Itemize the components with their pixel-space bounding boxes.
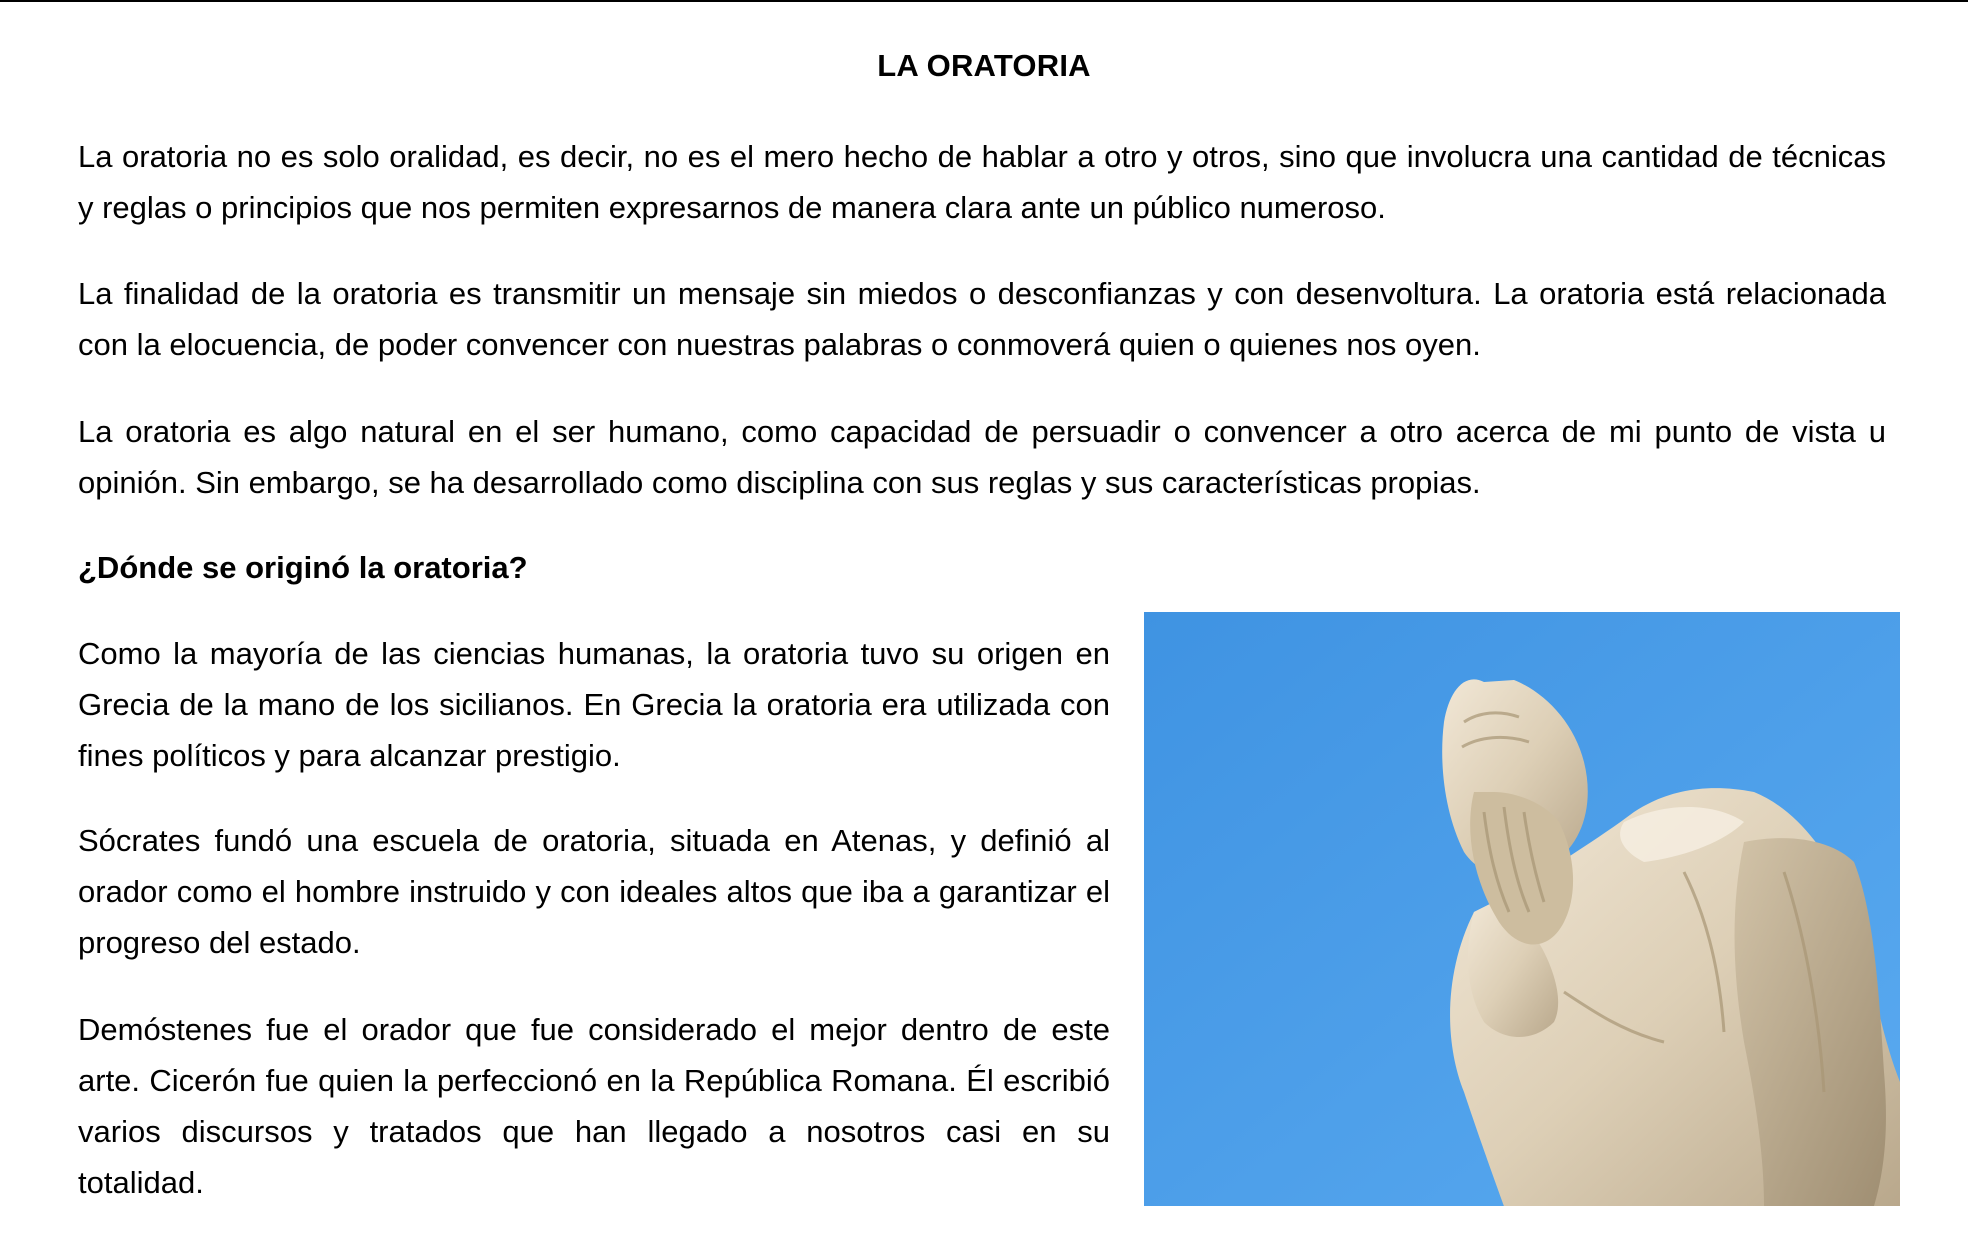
intro-paragraph-1: La oratoria no es solo oralidad, es decir, no es el mero hecho de hablar a otro y otros, sino que involucra una cantidad de técnicas y reglas o principios que nos permiten expresarnos de manera clara ante un público numeroso.: [78, 139, 1886, 225]
origin-paragraph-1: Como la mayoría de las ciencias humanas, la oratoria tuvo su origen en Grecia de la mano de los sicilianos. En Grecia la oratoria era utilizada con fines políticos y para alcanzar prestigio.: [78, 636, 1110, 773]
section-heading: ¿Dónde se originó la oratoria?: [78, 550, 528, 585]
origin-paragraph-3: Demóstenes fue el orador que fue considerado el mejor dentro de este arte. Cicerón fue quien la perfeccionó en la República Romana. Él escribió varios discursos y tratados que han llegado a nosotros casi en su totalidad.: [78, 1012, 1110, 1200]
intro-paragraph-3: La oratoria es algo natural en el ser humano, como capacidad de persuadir o convencer a otro acerca de mi punto de vista u opinión. Sin embargo, se ha desarrollado como disciplina con sus reglas y sus características propias.: [78, 414, 1886, 500]
statue-icon: [1144, 612, 1900, 1206]
origin-paragraph-2: Sócrates fundó una escuela de oratoria, situada en Atenas, y definió al orador como el hombre instruido y con ideales altos que iba a garantizar el progreso del estado.: [78, 823, 1110, 960]
intro-paragraph-2: La finalidad de la oratoria es transmitir un mensaje sin miedos o desconfianzas y con desenvoltura. La oratoria está relacionada con la elocuencia, de poder convencer con nuestras palabras o conmoverá quien o quienes nos oyen.: [78, 276, 1886, 362]
page-title: LA ORATORIA: [877, 48, 1091, 83]
statue-image: [1144, 612, 1900, 1206]
top-border-line: [0, 0, 1968, 2]
